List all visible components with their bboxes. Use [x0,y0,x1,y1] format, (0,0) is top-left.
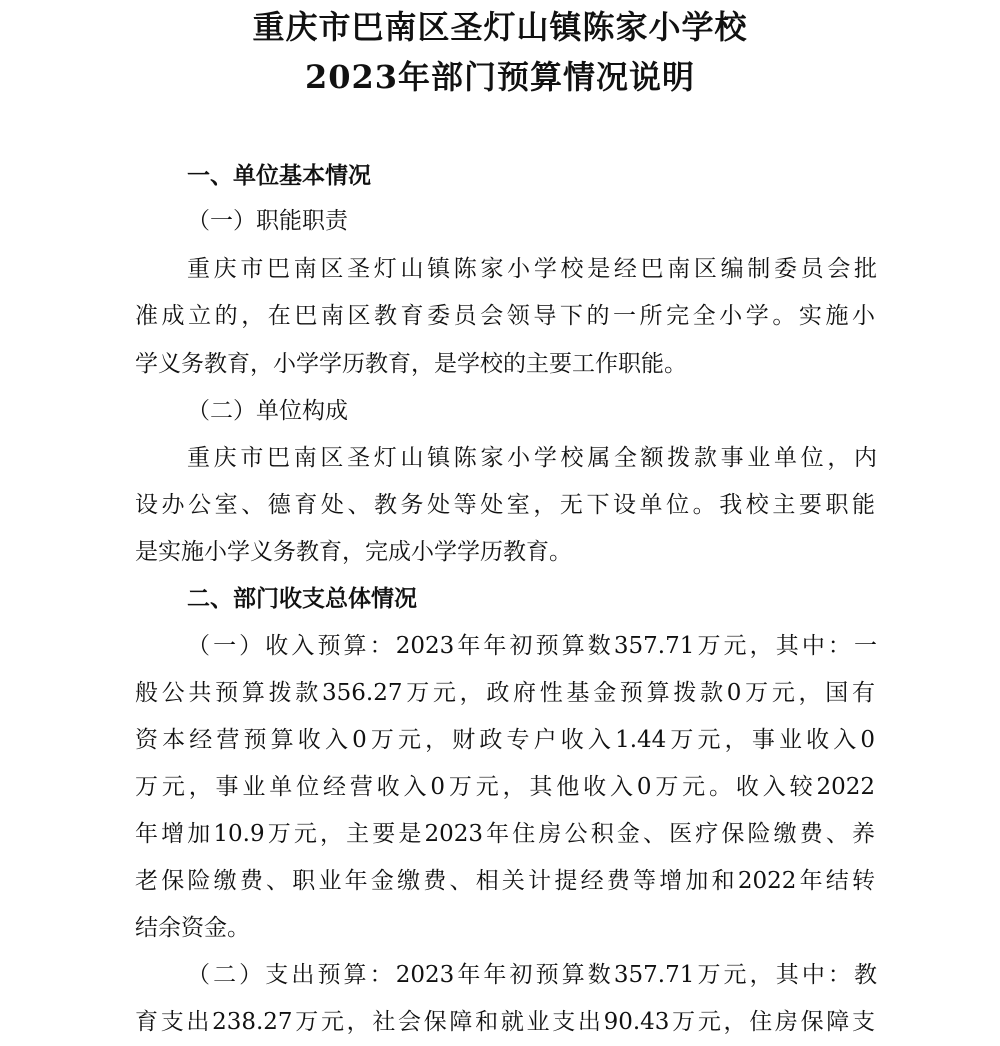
paragraph-income-line: 老保险缴费、职业年金缴费、相关计提经费等增加和2022年结转 [135,868,875,894]
paragraph-duties-line: 准成立的，在巴南区教育委员会领导下的一所完全小学。实施小 [135,303,875,329]
paragraph-composition-line: 重庆市巴南区圣灯山镇陈家小学校属全额拨款事业单位，内 [187,445,877,471]
paragraph-expenditure-line: （二）支出预算：2023年年初预算数357.71万元，其中：教 [187,962,877,988]
document-title-line-1: 重庆市巴南区圣灯山镇陈家小学校 [252,8,748,46]
paragraph-income-line: 般公共预算拨款356.27万元，政府性基金预算拨款0万元，国有 [135,680,875,706]
paragraph-income-line: 资本经营预算收入0万元，财政专户收入1.44万元，事业收入0 [135,727,875,753]
document-title-line-2: 2023年部门预算情况说明 [304,58,696,96]
paragraph-duties-line: 重庆市巴南区圣灯山镇陈家小学校是经巴南区编制委员会批 [187,256,877,282]
paragraph-income-line: 年增加10.9万元，主要是2023年住房公积金、医疗保险缴费、养 [135,821,875,847]
paragraph-income-line: （一）收入预算：2023年年初预算数357.71万元，其中：一 [187,633,877,659]
paragraph-duties-line: 学义务教育，小学学历教育，是学校的主要工作职能。 [135,351,687,377]
paragraph-income-line: 结余资金。 [135,915,250,941]
paragraph-composition-line: 设办公室、德育处、教务处等处室，无下设单位。我校主要职能 [135,492,875,518]
section-heading-unit-basics: 一、单位基本情况 [187,163,371,189]
section-heading-budget-overview: 二、部门收支总体情况 [187,586,417,612]
subheading-composition: （二）单位构成 [187,398,348,424]
paragraph-composition-line: 是实施小学义务教育，完成小学学历教育。 [135,539,572,565]
subheading-duties: （一）职能职责 [187,208,348,234]
paragraph-expenditure-line: 育支出238.27万元，社会保障和就业支出90.43万元，住房保障支 [135,1009,875,1035]
paragraph-income-line: 万元，事业单位经营收入0万元，其他收入0万元。收入较2022 [135,774,875,800]
